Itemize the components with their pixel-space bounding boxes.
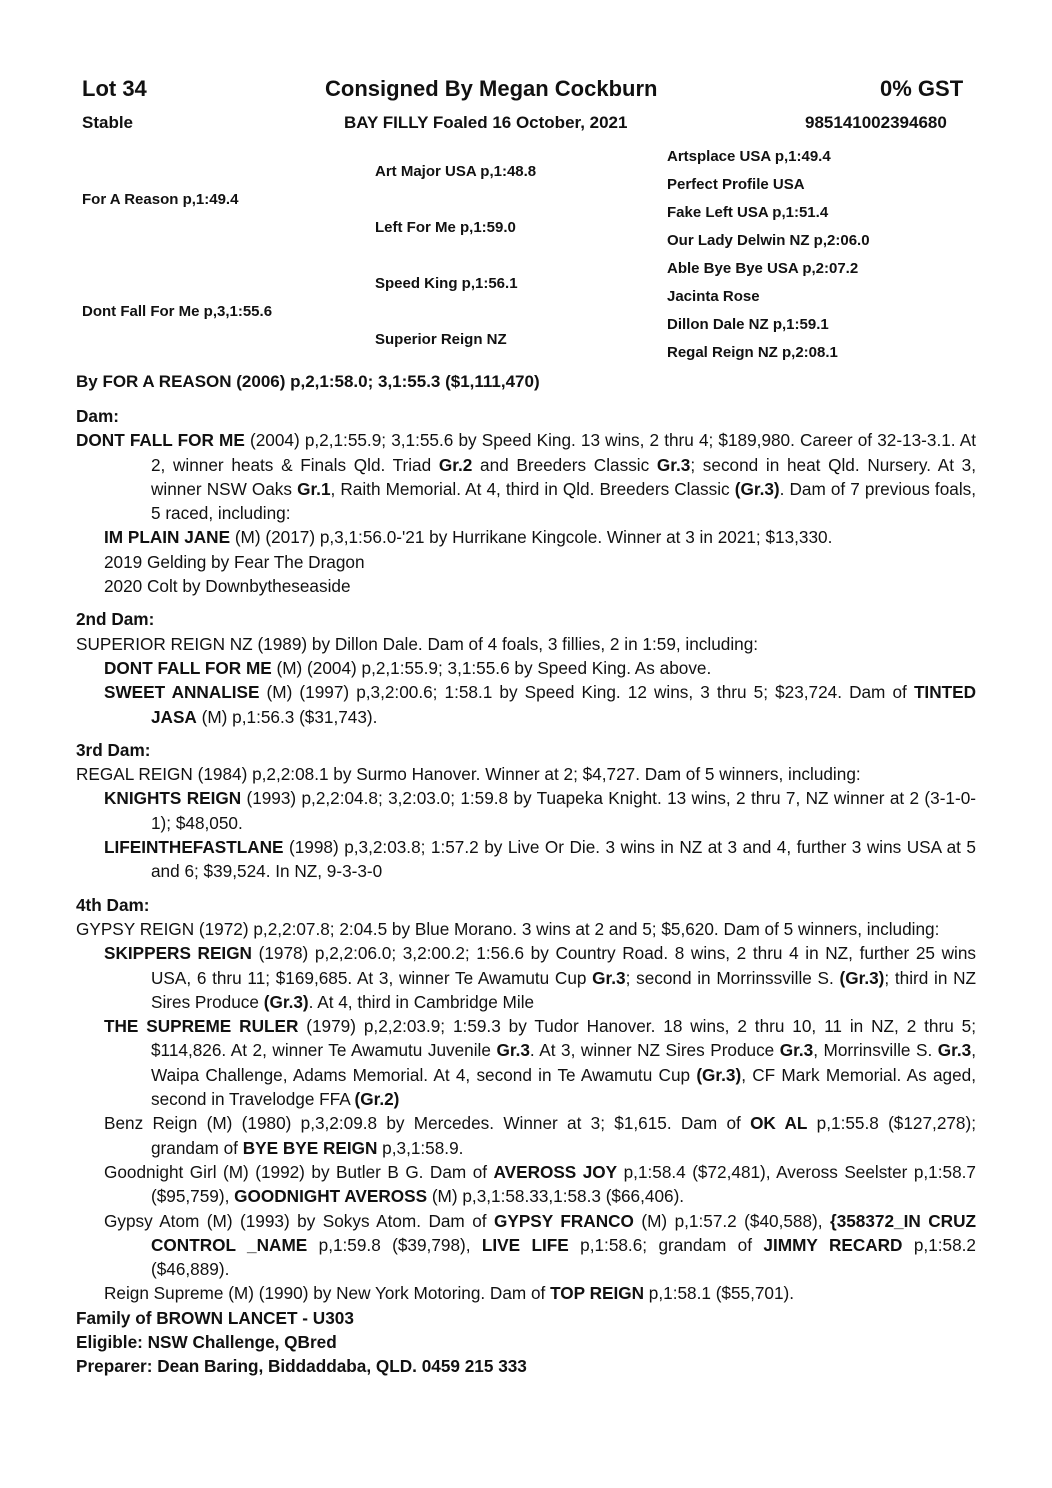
race-grade: Gr.2 [438, 454, 473, 475]
progeny-text: , Morrinsville S. [813, 1040, 938, 1061]
progeny-text: p,1:58.1 ($55,701). [644, 1283, 795, 1304]
progeny-text: . At 3, winner NZ Sires Produce [529, 1040, 780, 1061]
pedigree-sire-sire: Art Major USA p,1:48.8 [375, 163, 537, 180]
pedigree-gen3-3: Fake Left USA p,1:51.4 [667, 204, 829, 221]
lot-number: Lot 34 [82, 76, 147, 101]
horse-description: BAY FILLY Foaled 16 October, 2021 [344, 113, 628, 132]
progeny-name: GOODNIGHT AVEROSS [234, 1186, 428, 1207]
progeny-name: KNIGHTS REIGN [104, 788, 242, 809]
foal-entry [76, 525, 976, 549]
progeny-text: Goodnight Girl (M) (1992) by Butler B G. Dam of [104, 1161, 494, 1182]
race-grade: Gr.3 [656, 454, 691, 475]
pedigree-sire-dam: Left For Me p,1:59.0 [375, 219, 516, 236]
progeny-entry [76, 1014, 976, 1111]
progeny-text: p,1:58.2 ($46,889). [151, 1234, 976, 1280]
progeny-text: p,1:58.4 ($72,481), Aveross Seelster p,1:58.7 ($95,759), [151, 1161, 976, 1207]
progeny-entry [76, 835, 976, 884]
eligibility-line: Eligible: NSW Challenge, QBred [76, 1331, 337, 1352]
catalogue-body [76, 404, 976, 1379]
progeny-name: TOP REIGN [550, 1283, 645, 1304]
location: Stable [82, 113, 134, 132]
race-grade: (Gr.3) [696, 1064, 742, 1085]
dam-name: DONT FALL FOR ME [76, 430, 245, 451]
progeny-entry [76, 680, 976, 729]
family-line: Family of BROWN LANCET - U303 [76, 1307, 354, 1328]
pedigree-dam-dam: Superior Reign NZ [375, 331, 507, 348]
race-grade: Gr.3 [592, 967, 626, 988]
foal-name: IM PLAIN JANE [104, 527, 231, 548]
pedigree-gen3-4: Our Lady Delwin NZ p,2:06.0 [667, 232, 870, 249]
progeny-name: {358372_IN CRUZ CONTROL _NAME [151, 1210, 976, 1255]
microchip-number: 985141002394680 [805, 113, 947, 132]
progeny-text: Gypsy Atom (M) (1993) by Sokys Atom. Dam of [104, 1210, 494, 1231]
foal-text: (M) (2017) p,3,1:56.0-'21 by Hurrikane Kingcole. Winner at 3 in 2021; $13,330. [230, 527, 833, 548]
progeny-name: LIVE LIFE [481, 1234, 569, 1255]
preparer-line: Preparer: Dean Baring, Biddaddaba, QLD. 0459 215 333 [76, 1356, 527, 1377]
race-grade: Gr.3 [779, 1040, 814, 1061]
progeny-text: p,1:59.8 ($39,798), [307, 1234, 482, 1255]
pedigree-dam-sire: Speed King p,1:56.1 [375, 275, 518, 292]
pedigree-gen3-1: Artsplace USA p,1:49.4 [667, 148, 831, 165]
progeny-name: JIMMY RECARD [763, 1234, 903, 1255]
progeny-text: ; second in Morrinssville S. [625, 967, 840, 988]
pedigree-gen3-5: Able Bye Bye USA p,2:07.2 [667, 260, 859, 277]
progeny-entry [76, 786, 976, 835]
race-grade: Gr.3 [937, 1040, 972, 1061]
progeny-text: Reign Supreme (M) (1990) by New York Motoring. Dam of [104, 1283, 551, 1304]
foal-entry: 2019 Gelding by Fear The Dragon [104, 551, 365, 572]
race-grade: Gr.3 [496, 1040, 530, 1061]
progeny-text: , Waipa Challenge, Adams Memorial. At 4, second in Te Awamutu Cup [151, 1040, 976, 1085]
pedigree-gen3-7: Dillon Dale NZ p,1:59.1 [667, 316, 829, 333]
progeny-name: THE SUPREME RULER [104, 1016, 299, 1037]
progeny-name: LIFEINTHEFASTLANE [104, 837, 284, 858]
progeny-text: (1998) p,3,2:03.8; 1:57.2 by Live Or Die. 3 wins in NZ at 3 and 4, further 3 wins USA at 5 and 6; $39,524. In NZ, 9-3-3-0 [151, 837, 976, 882]
progeny-name: TINTED JASA [151, 682, 976, 727]
progeny-name: SWEET ANNALISE [104, 682, 260, 703]
progeny-text: (1978) p,2,2:06.0; 3,2:00.2; 1:56.6 by Country Road. 8 wins, 2 thru 4 in NZ, further 25 wins USA, 6 thru 11; $169,685. At 3, winner Te Awamutu Cup [151, 943, 976, 988]
progeny-entry [76, 1281, 976, 1305]
progeny-text: (1979) p,2,2:03.9; 1:59.3 by Tudor Hanover. 18 wins, 2 thru 10, 11 in NZ, 2 thru 5; $114,826. At 2, winner Te Awamutu Juvenile [151, 1016, 977, 1061]
progeny-text: p,3,1:58.9. [377, 1137, 464, 1158]
consignor: Consigned By Megan Cockburn [325, 76, 658, 101]
race-grade: (Gr.3) [734, 478, 780, 499]
progeny-entry [76, 656, 976, 680]
dam-text: and Breeders Classic [472, 454, 657, 475]
dam-heading: Dam: [76, 406, 119, 426]
progeny-text: ; third in NZ Sires Produce [151, 967, 976, 1012]
progeny-text: (1993) p,2,2:04.8; 3,2:03.0; 1:59.8 by Tuapeka Knight. 13 wins, 2 thru 7, NZ winner at 2 (3-1-0-1); $48,050. [151, 788, 976, 833]
progeny-name: GYPSY FRANCO [494, 1210, 634, 1231]
pedigree-sire: For A Reason p,1:49.4 [82, 191, 239, 208]
progeny-text: p,1:58.6; grandam of [568, 1234, 764, 1255]
third-dam-heading: 3rd Dam: [76, 739, 151, 760]
foal-entry: 2020 Colt by Downbytheseaside [104, 576, 351, 597]
dam-entry [76, 428, 976, 525]
pedigree-dam: Dont Fall For Me p,3,1:55.6 [82, 303, 273, 320]
second-dam-intro: SUPERIOR REIGN NZ (1989) by Dillon Dale. Dam of 4 foals, 3 fillies, 2 in 1:59, including: [76, 633, 759, 654]
dam-text: , Raith Memorial. At 4, third in Qld. Breeders Classic [330, 478, 735, 499]
sire-summary: By FOR A REASON (2006) p,2,1:58.0; 3,1:55.3 ($1,111,470) [76, 372, 540, 391]
race-grade: (Gr.3) [839, 967, 885, 988]
race-grade: (Gr.2) [354, 1089, 400, 1110]
progeny-text: (M) (2004) p,2,1:55.9; 3,1:55.6 by Speed King. As above. [271, 657, 712, 678]
progeny-name: AVEROSS JOY [493, 1161, 618, 1182]
progeny-name: DONT FALL FOR ME [104, 657, 272, 678]
fourth-dam-intro: GYPSY REIGN (1972) p,2,2:07.8; 2:04.5 by Blue Morano. 3 wins at 2 and 5; $5,620. Dam of 5 winners, including: [76, 918, 940, 939]
progeny-text: , CF Mark Memorial. As aged, second in Travelodge FFA [151, 1064, 976, 1110]
progeny-text: (M) p,1:57.2 ($40,588), [633, 1210, 830, 1231]
progeny-text: (M) (1997) p,3,2:00.6; 1:58.1 by Speed King. 12 wins, 3 thru 5; $23,724. Dam of [259, 682, 914, 703]
race-grade: Gr.1 [297, 478, 331, 499]
dam-text: . Dam of 7 previous foals, 5 raced, including: [151, 478, 977, 524]
progeny-text: p,1:55.8 ($127,278); grandam of [151, 1113, 976, 1158]
pedigree-gen3-6: Jacinta Rose [667, 288, 760, 305]
progeny-entry [76, 1111, 976, 1160]
dam-text: ; second in heat Qld. Nursery. At 3, winner NSW Oaks [151, 454, 976, 499]
progeny-name: SKIPPERS REIGN [104, 943, 252, 964]
pedigree-gen3-8: Regal Reign NZ p,2:08.1 [667, 344, 838, 361]
progeny-name: BYE BYE REIGN [242, 1137, 378, 1158]
fourth-dam-heading: 4th Dam: [76, 894, 150, 915]
third-dam-intro: REGAL REIGN (1984) p,2,2:08.1 by Surmo Hanover. Winner at 2; $4,727. Dam of 5 winners, including: [76, 764, 861, 785]
pedigree-gen3-2: Perfect Profile USA [667, 176, 805, 193]
progeny-text: . At 4, third in Cambridge Mile [308, 991, 535, 1012]
second-dam-heading: 2nd Dam: [76, 609, 155, 630]
progeny-name: OK AL [750, 1113, 808, 1134]
gst-status: 0% GST [880, 76, 964, 101]
progeny-text: (M) p,3,1:58.33,1:58.3 ($66,406). [427, 1186, 685, 1207]
progeny-entry [76, 1160, 976, 1209]
progeny-entry [76, 941, 976, 1014]
dam-text: (2004) p,2,1:55.9; 3,1:55.6 by Speed King. 13 wins, 2 thru 4; $189,980. Career of 32-13-3.1. At 2, winner heats & Finals Qld. Triad [151, 430, 976, 475]
progeny-text: Benz Reign (M) (1980) p,3,2:09.8 by Mercedes. Winner at 3; $1,615. Dam of [104, 1113, 751, 1134]
progeny-entry [76, 1209, 976, 1282]
progeny-text: (M) p,1:56.3 ($31,743). [196, 706, 378, 727]
race-grade: (Gr.3) [263, 991, 309, 1012]
